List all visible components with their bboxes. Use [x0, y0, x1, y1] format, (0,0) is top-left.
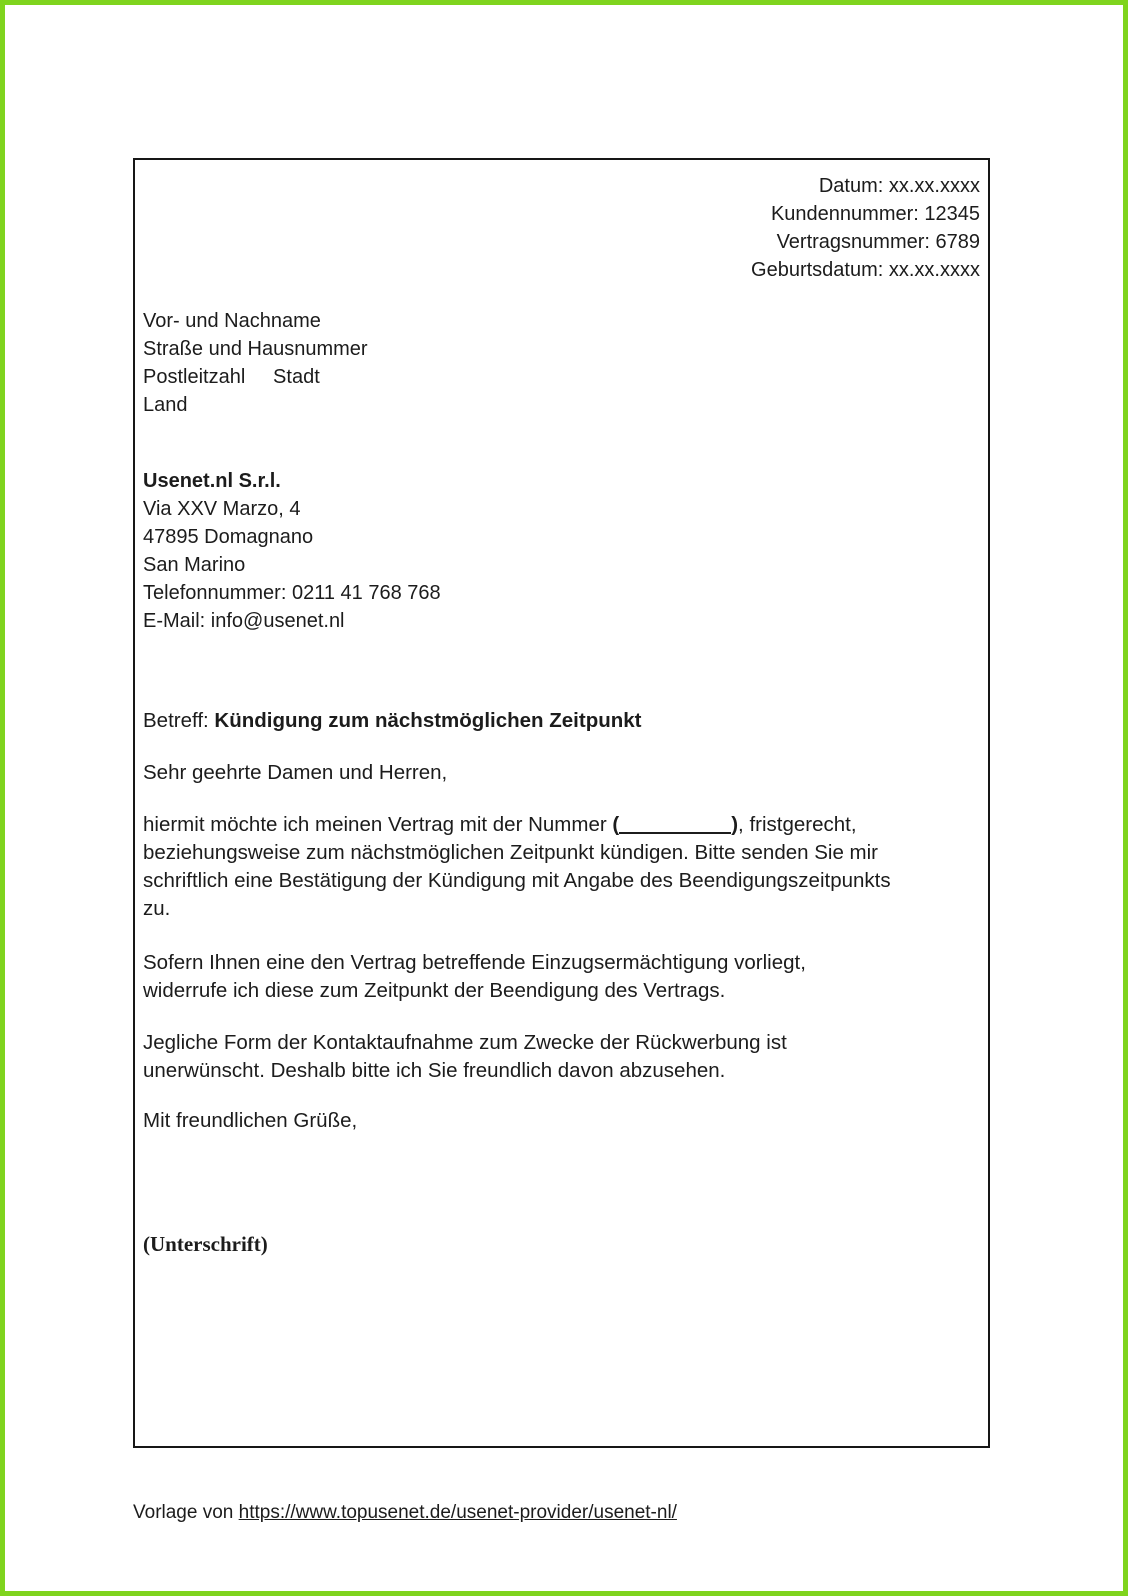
contract-number-blank — [619, 832, 731, 834]
birthdate-line: Geburtsdatum: xx.xx.xxxx — [751, 259, 980, 281]
customer-number-line: Kundennummer: 12345 — [770, 203, 980, 225]
paragraph-line: Jegliche Form der Kontaktaufnahme zum Zwecke der Rückwerbung ist — [143, 1031, 787, 1054]
subject-label: Betreff: — [143, 709, 215, 732]
paragraph-line: Sofern Ihnen eine den Vertrag betreffende Einzugsermächtigung vorliegt, — [143, 951, 806, 974]
sender-address-block — [143, 307, 980, 419]
paragraph-debit-revocation — [143, 949, 980, 1005]
paragraph-line: unerwünscht. Deshalb bitte ich Sie freundlich davon abzusehen. — [143, 1059, 726, 1082]
closing-line: Mit freundlichen Grüße, — [143, 1109, 358, 1132]
sender-street-line: Straße und Hausnummer — [143, 338, 368, 360]
paragraph-line: widerrufe ich diese zum Zeitpunkt der Beendigung des Vertrags. — [143, 979, 726, 1002]
letter-document — [133, 158, 990, 1448]
company-email-line: E-Mail: info@usenet.nl — [143, 610, 345, 632]
company-street-line: Via XXV Marzo, 4 — [143, 498, 301, 520]
open-paren: ( — [612, 813, 620, 836]
sender-name-line: Vor- und Nachname — [143, 310, 321, 332]
greeting-line: Sehr geehrte Damen und Herren, — [143, 761, 448, 784]
company-address-block — [143, 467, 980, 635]
subject-text: Kündigung zum nächstmöglichen Zeitpunkt — [214, 709, 642, 732]
contract-number-line: Vertragsnummer: 6789 — [776, 231, 980, 253]
paragraph-no-contact — [143, 1029, 980, 1085]
paragraph-cancellation — [143, 811, 980, 923]
paragraph-line — [143, 811, 980, 839]
company-phone-line: Telefonnummer: 0211 41 768 768 — [143, 582, 441, 604]
paragraph-line: beziehungsweise zum nächstmöglichen Zeitpunkt kündigen. Bitte senden Sie mir — [143, 841, 878, 864]
paragraph-text: , fristgerecht, — [738, 813, 857, 836]
letter-meta-block — [143, 172, 980, 284]
company-country-line: San Marino — [143, 554, 246, 576]
company-name: Usenet.nl S.r.l. — [143, 470, 281, 492]
sender-city-line: Postleitzahl Stadt — [143, 366, 320, 388]
paragraph-line: zu. — [143, 897, 171, 920]
close-paren: ) — [731, 813, 739, 836]
footer-attribution — [133, 1500, 677, 1526]
footer-prefix: Vorlage von — [133, 1502, 239, 1523]
paragraph-text: hiermit möchte ich meinen Vertrag mit der Nummer — [143, 813, 613, 836]
date-line: Datum: xx.xx.xxxx — [818, 175, 980, 197]
company-zip-line: 47895 Domagnano — [143, 526, 314, 548]
paragraph-line: schriftlich eine Bestätigung der Kündigung mit Angabe des Beendigungszeitpunkts — [143, 869, 891, 892]
signature-placeholder: (Unterschrift) — [143, 1232, 268, 1256]
subject-line — [143, 707, 980, 735]
footer-link[interactable]: https://www.topusenet.de/usenet-provider/usenet-nl/ — [238, 1502, 677, 1523]
sender-country-line: Land — [143, 394, 188, 416]
